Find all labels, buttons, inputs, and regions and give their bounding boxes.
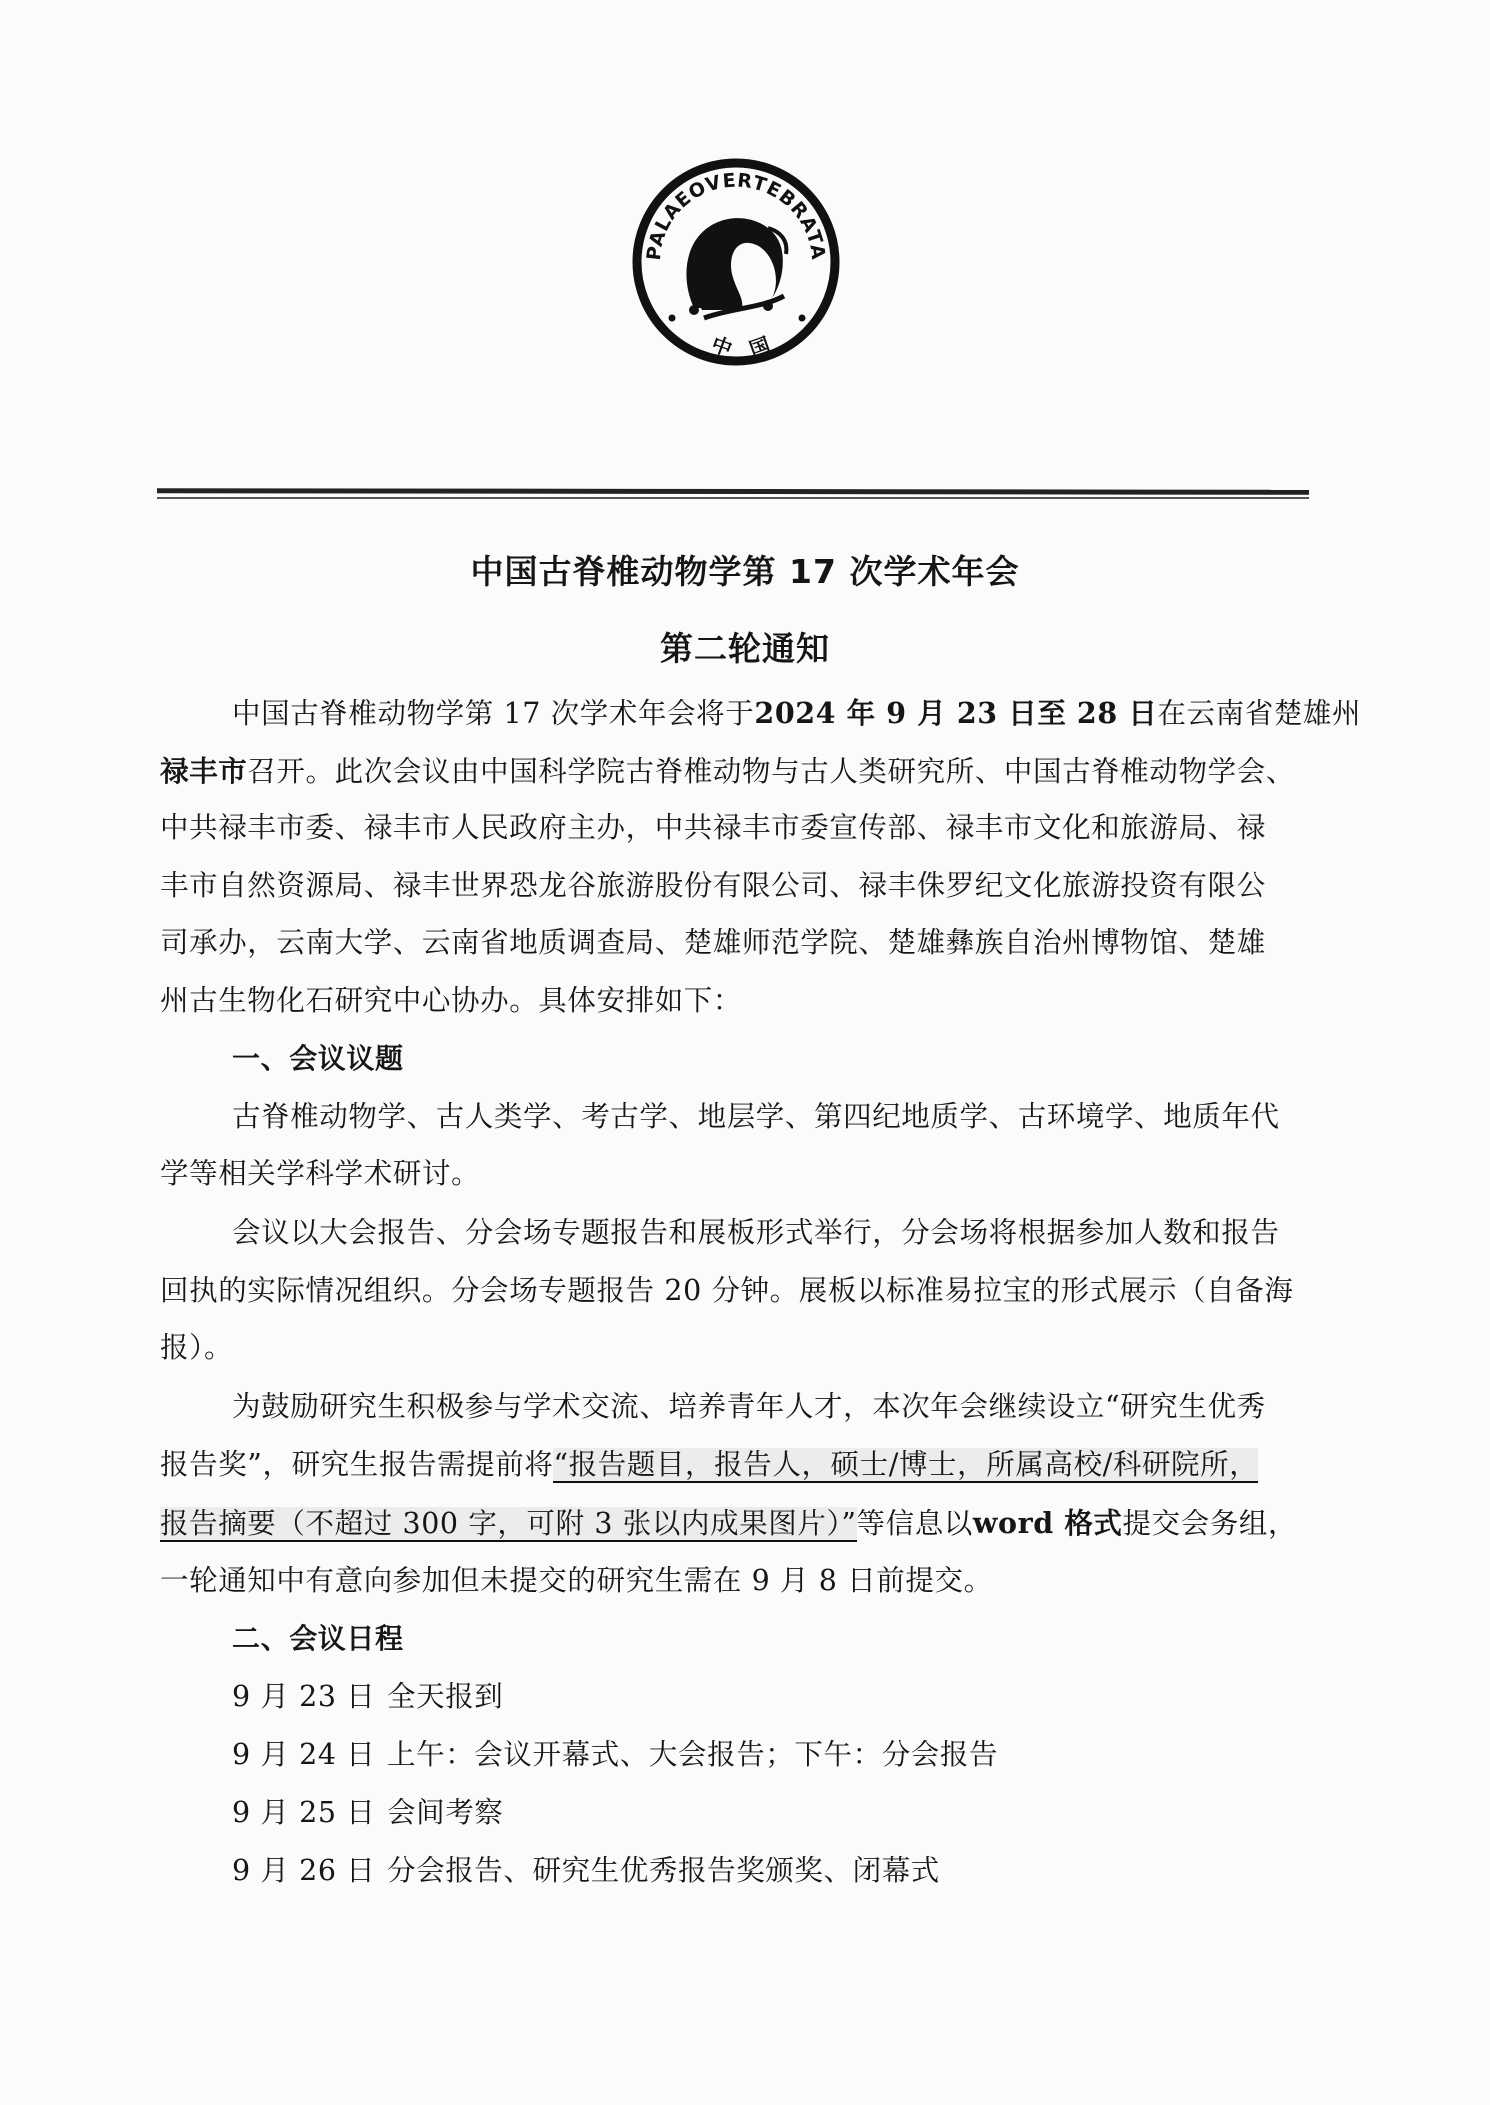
word-format: word 格式 xyxy=(972,1506,1123,1540)
topics-line-1: 古脊椎动物学、古人类学、考古学、地层学、第四纪地质学、古环境学、地质年代 xyxy=(232,1100,1280,1133)
header-rule-thin xyxy=(157,497,1309,499)
award-text: 等信息以 xyxy=(856,1507,973,1540)
format-line-2: 回执的实际情况组织。分会场专题报告 20 分钟。展板以标准易拉宝的形式展示（自备海 xyxy=(160,1274,1294,1307)
intro-line-1 xyxy=(232,693,1362,734)
intro-line-6: 州古生物化石研究中心协办。具体安排如下： xyxy=(160,984,743,1017)
intro-text: 召开。此次会议由中国科学院古脊椎动物与古人类研究所、中国古脊椎动物学会、 xyxy=(247,755,1295,788)
logo-dot xyxy=(669,315,676,322)
schedule-date: 9 月 25 日 xyxy=(232,1796,376,1829)
logo-ring-text: PALAEOVERTEBRATA xyxy=(642,169,830,262)
award-line-2 xyxy=(160,1445,1320,1485)
schedule-event: 全天报到 xyxy=(387,1680,504,1713)
dinosaur-icon xyxy=(686,218,786,318)
schedule-date: 9 月 24 日 xyxy=(232,1738,376,1771)
schedule-date: 9 月 23 日 xyxy=(232,1680,376,1713)
schedule-item xyxy=(232,1851,1320,1891)
intro-line-3: 中共禄丰市委、禄丰市人民政府主办，中共禄丰市委宣传部、禄丰市文化和旅游局、禄 xyxy=(160,811,1266,844)
document-title: 中国古脊椎动物学第 17 次学术年会 xyxy=(470,552,1020,591)
schedule-date: 9 月 26 日 xyxy=(232,1854,376,1887)
award-text: 报告奖”，研究生报告需提前将 xyxy=(160,1448,554,1481)
intro-line-4: 丰市自然资源局、禄丰世界恐龙谷旅游股份有限公司、禄丰侏罗纪文化旅游投资有限公 xyxy=(160,869,1266,902)
format-line-1: 会议以大会报告、分会场专题报告和展板形式举行，分会场将根据参加人数和报告 xyxy=(232,1216,1280,1249)
submission-requirements-highlight: 报告摘要（不超过 300 字，可附 3 张以内成果图片）” xyxy=(160,1507,857,1540)
logo-char-guo: 国 xyxy=(746,332,774,362)
intro-line-2 xyxy=(160,751,1320,792)
schedule-event: 会间考察 xyxy=(387,1796,504,1829)
award-line-1: 为鼓励研究生积极参与学术交流、培养青年人才，本次年会继续设立“研究生优秀 xyxy=(232,1390,1266,1423)
section-heading-schedule: 二、会议日程 xyxy=(232,1622,404,1655)
logo-dot xyxy=(799,315,806,322)
schedule-event: 分会报告、研究生优秀报告奖颁奖、闭幕式 xyxy=(387,1854,940,1887)
header-rule-thick xyxy=(157,488,1309,495)
palaeovertebrata-logo xyxy=(632,158,840,366)
section-heading-topics: 一、会议议题 xyxy=(232,1042,404,1075)
logo-char-zhong: 中 xyxy=(708,331,736,362)
schedule-item xyxy=(232,1677,1320,1717)
schedule-event: 上午：会议开幕式、大会报告；下午：分会报告 xyxy=(387,1738,999,1771)
schedule-item xyxy=(232,1735,1320,1775)
schedule-item xyxy=(232,1793,1320,1833)
meeting-dates: 2024 年 9 月 23 日至 28 日 xyxy=(754,696,1158,730)
meeting-city: 禄丰市 xyxy=(160,754,248,788)
award-text: 提交会务组， xyxy=(1122,1507,1298,1540)
topics-line-2: 学等相关学科学术研讨。 xyxy=(160,1157,481,1190)
award-line-4: 一轮通知中有意向参加但未提交的研究生需在 9 月 8 日前提交。 xyxy=(160,1564,993,1597)
intro-text: 在云南省楚雄州 xyxy=(1157,697,1362,730)
format-line-3: 报）。 xyxy=(160,1331,234,1364)
intro-text: 中国古脊椎动物学第 17 次学术年会将于 xyxy=(232,697,755,730)
award-line-3 xyxy=(160,1503,1320,1544)
intro-line-5: 司承办，云南大学、云南省地质调查局、楚雄师范学院、楚雄彝族自治州博物馆、楚雄 xyxy=(160,926,1266,959)
document-subtitle: 第二轮通知 xyxy=(660,629,830,668)
submission-requirements-highlight: “报告题目，报告人，硕士/博士，所属高校/科研院所， xyxy=(553,1448,1259,1481)
